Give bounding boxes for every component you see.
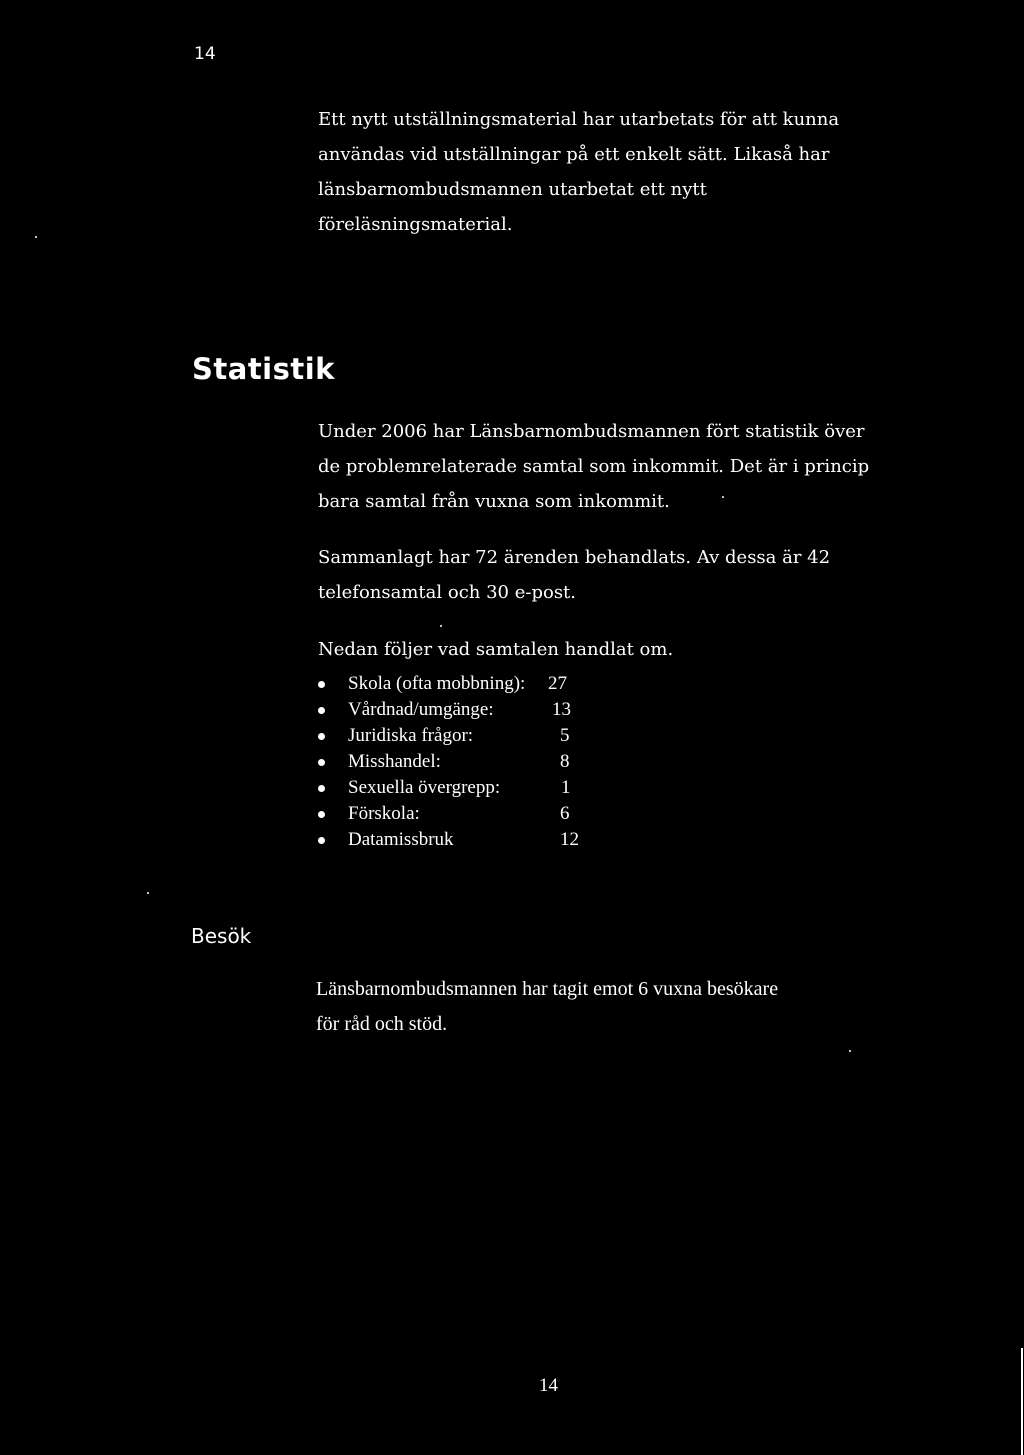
- section-heading-besok: Besök: [191, 924, 252, 948]
- bullet-icon: [318, 785, 325, 792]
- statistik-paragraph-2: [318, 540, 878, 610]
- item-count: 8: [560, 751, 570, 772]
- item-count: 13: [552, 699, 571, 720]
- page-number-top: 14: [194, 44, 216, 64]
- section-heading-statistik: Statistik: [192, 352, 335, 386]
- statistik-line: de problemrelaterade samtal som inkommit. Det är i princip: [318, 456, 870, 477]
- scan-speck: [440, 625, 442, 627]
- statistik-line: telefonsamtal och 30 e-post.: [318, 582, 577, 603]
- intro-line: länsbarnombudsmannen utarbetat ett nytt: [318, 179, 707, 200]
- list-intro: Nedan följer vad samtalen handlat om.: [318, 639, 674, 660]
- bullet-icon: [318, 707, 325, 714]
- scan-edge-line: [1021, 1348, 1023, 1455]
- item-label: Sexuella övergrepp:: [348, 777, 501, 798]
- intro-paragraph: [318, 102, 878, 242]
- item-count: 1: [561, 777, 571, 798]
- bullet-icon: [318, 733, 325, 740]
- item-label: Vårdnad/umgänge:: [348, 699, 494, 720]
- item-label: Skola (ofta mobbning):: [348, 673, 526, 694]
- scan-speck: [147, 892, 149, 894]
- item-label: Misshandel:: [348, 751, 441, 772]
- item-count: 27: [548, 673, 567, 694]
- statistik-line: bara samtal från vuxna som inkommit.: [318, 491, 670, 512]
- besok-line: för råd och stöd.: [316, 1013, 448, 1035]
- scan-speck: [849, 1050, 851, 1052]
- bullet-icon: [318, 681, 325, 688]
- statistik-line: Sammanlagt har 72 ärenden behandlats. Av dessa är 42: [318, 547, 831, 568]
- item-count: 12: [560, 829, 579, 850]
- statistik-line: Under 2006 har Länsbarnombudsmannen fört statistik över: [318, 421, 865, 442]
- page-number-bottom: 14: [539, 1375, 558, 1396]
- bullet-icon: [318, 811, 325, 818]
- item-label: Datamissbruk: [348, 829, 454, 850]
- bullet-icon: [318, 759, 325, 766]
- scan-speck: [722, 496, 724, 498]
- item-count: 5: [560, 725, 570, 746]
- besok-paragraph: [316, 972, 778, 1042]
- item-count: 6: [560, 803, 570, 824]
- item-label: Juridiska frågor:: [348, 725, 474, 746]
- intro-line: användas vid utställningar på ett enkelt sätt. Likaså har: [318, 144, 830, 165]
- intro-line: Ett nytt utställningsmaterial har utarbetats för att kunna: [318, 109, 840, 130]
- besok-line: Länsbarnombudsmannen har tagit emot 6 vuxna besökare: [316, 978, 779, 1000]
- item-label: Förskola:: [348, 803, 420, 824]
- intro-line: föreläsningsmaterial.: [318, 214, 513, 235]
- statistik-paragraph-1: [318, 414, 878, 519]
- scan-speck: [35, 236, 37, 238]
- bullet-icon: [318, 837, 325, 844]
